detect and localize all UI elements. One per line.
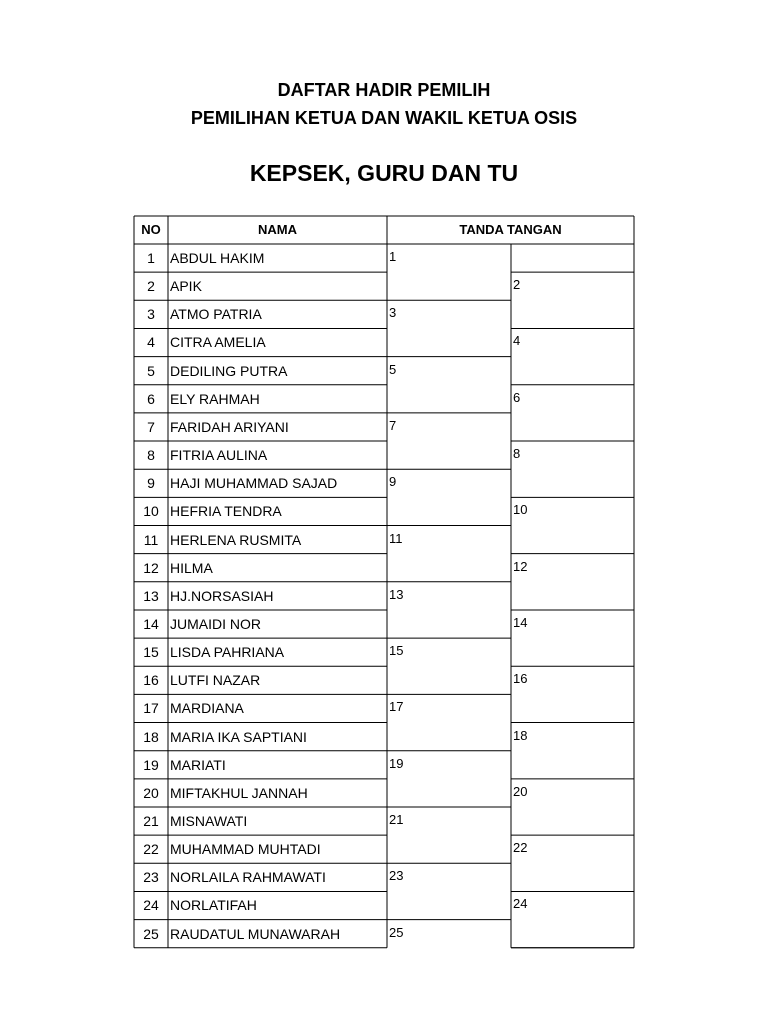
row-number: 19	[143, 756, 159, 773]
signature-slot-number: 16	[513, 671, 528, 687]
signature-slot-number: 23	[389, 868, 404, 884]
row-name: HAJI MUHAMMAD SAJAD	[170, 475, 338, 492]
row-name: NORLAILA RAHMAWATI	[170, 869, 326, 886]
row-name: ABDUL HAKIM	[170, 250, 265, 266]
row-number: 4	[147, 334, 155, 351]
signature-slot-number: 13	[389, 586, 404, 602]
row-name: RAUDATUL MUNAWARAH	[170, 925, 341, 942]
document-title: DAFTAR HADIR PEMILIH	[277, 80, 491, 100]
row-number: 6	[147, 390, 155, 407]
row-name: MARIATI	[170, 756, 226, 773]
row-number: 9	[147, 475, 155, 492]
signature-slot-number: 11	[389, 530, 403, 546]
row-number: 24	[143, 897, 159, 914]
row-name: LISDA PAHRIANA	[170, 644, 285, 661]
signature-slot-number: 7	[389, 417, 397, 433]
row-number: 2	[147, 278, 155, 295]
row-number: 8	[147, 447, 155, 464]
row-name: ELY RAHMAH	[170, 390, 260, 407]
row-number: 10	[143, 503, 159, 520]
signature-slot-number: 5	[389, 361, 397, 377]
header-no: NO	[141, 222, 161, 237]
signature-slot-number: 1	[389, 249, 397, 264]
signature-slot-number: 12	[513, 558, 528, 574]
row-number: 13	[143, 587, 159, 604]
signature-slot-number: 4	[513, 333, 521, 349]
signature-slot-number: 6	[513, 389, 521, 405]
row-number: 20	[143, 784, 159, 801]
row-name: MARIA IKA SAPTIANI	[170, 728, 307, 745]
signature-slot-number: 10	[513, 502, 528, 518]
header-tanda-tangan: TANDA TANGAN	[459, 222, 562, 237]
row-number: 14	[143, 615, 159, 632]
signature-slot-number: 17	[389, 699, 404, 715]
header-nama: NAMA	[258, 222, 297, 237]
row-number: 3	[147, 306, 155, 323]
row-name: HJ.NORSASIAH	[170, 587, 274, 604]
signature-slot-number: 14	[513, 614, 528, 630]
signature-slot-number: 9	[389, 474, 397, 490]
voter-group-title: KEPSEK, GURU DAN TU	[249, 160, 519, 186]
row-name: LUTFI NAZAR	[170, 672, 261, 689]
row-name: DEDILING PUTRA	[170, 362, 288, 379]
row-number: 11	[143, 531, 159, 548]
row-number: 12	[143, 559, 159, 576]
row-name: ATMO PATRIA	[170, 306, 262, 323]
signature-slot-number: 22	[513, 840, 528, 856]
row-number: 18	[143, 728, 159, 745]
row-name: FITRIA AULINA	[170, 447, 268, 464]
row-name: APIK	[170, 278, 202, 295]
row-name: CITRA AMELIA	[170, 334, 266, 351]
signature-slot-number: 24	[513, 896, 528, 912]
row-number: 21	[143, 813, 159, 829]
row-name: MARDIANA	[170, 700, 244, 717]
signature-slot-number: 20	[513, 783, 528, 799]
row-number: 23	[143, 869, 159, 886]
row-number: 15	[143, 644, 159, 661]
row-number: 22	[143, 841, 159, 858]
row-name: JUMAIDI NOR	[170, 615, 261, 632]
signature-slot-number: 19	[389, 755, 404, 771]
signature-slot-number: 2	[513, 277, 521, 293]
row-number: 7	[147, 418, 155, 435]
row-name: HERLENA RUSMITA	[170, 531, 302, 548]
signature-slot-number: 21	[389, 812, 404, 827]
row-name: MIFTAKHUL JANNAH	[170, 784, 308, 801]
row-name: HILMA	[170, 559, 213, 576]
row-name: MISNAWATI	[170, 813, 248, 829]
row-number: 17	[143, 700, 159, 717]
signature-slot-number: 8	[513, 446, 521, 462]
row-number: 1	[147, 250, 155, 266]
signature-slot-number: 18	[513, 727, 528, 743]
row-number: 25	[143, 925, 159, 942]
document-subtitle: PEMILIHAN KETUA DAN WAKIL KETUA OSIS	[190, 108, 578, 128]
row-name: FARIDAH ARIYANI	[170, 418, 289, 435]
signature-slot-number: 3	[389, 305, 397, 321]
row-name: MUHAMMAD MUHTADI	[170, 841, 321, 858]
signature-slot-number: 25	[389, 924, 404, 940]
row-number: 5	[147, 362, 155, 379]
row-name: HEFRIA TENDRA	[170, 503, 282, 520]
row-number: 16	[143, 672, 159, 689]
signature-slot-number: 15	[389, 643, 404, 659]
row-name: NORLATIFAH	[170, 897, 257, 914]
